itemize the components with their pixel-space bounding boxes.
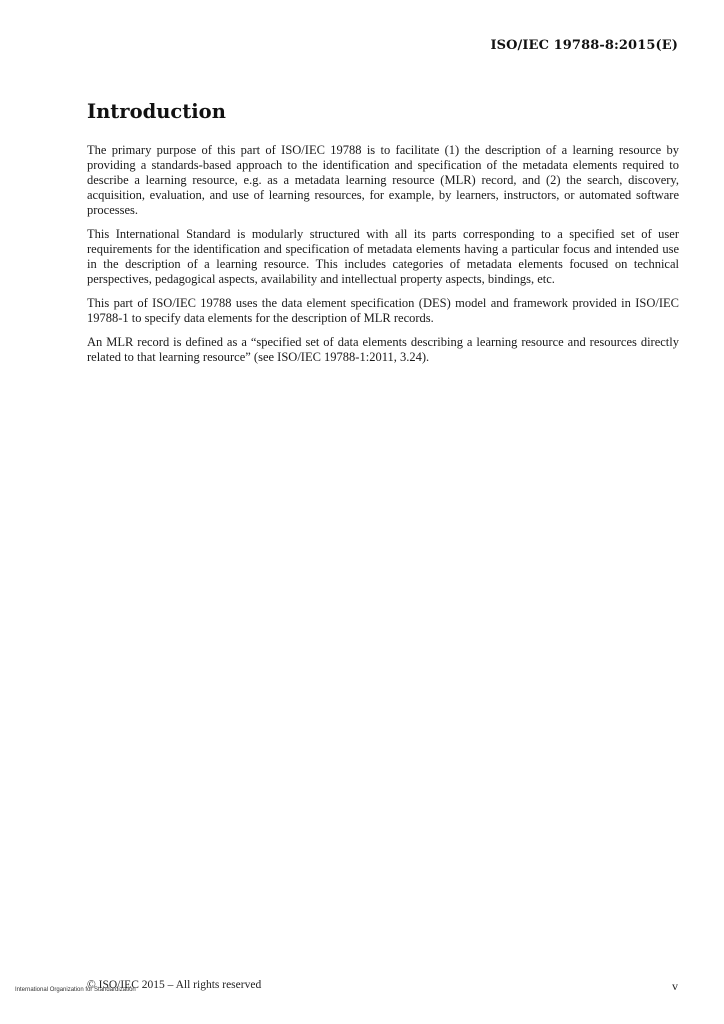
paragraph-mlr-definition: An MLR record is defined as a “specified set of data elements describing a learning resource and resources directly related to that learning resource” (see ISO/IEC 19788-1:2011, 3.24). <box>87 335 679 364</box>
page-number: v <box>672 979 678 993</box>
footer-copyright: © ISO/IEC 2015 – All rights reserved <box>87 979 262 991</box>
page-title: Introduction <box>87 100 226 123</box>
body-text <box>87 143 679 374</box>
paragraph-purpose: The primary purpose of this part of ISO/IEC 19788 is to facilitate (1) the description of a learning resource by providing a standards-based approach to the identification and specification of the metadata elements required to describe a learning resource, e.g. as a metadata learning resource (MLR) record, and (2) the search, discovery, acquisition, evaluation, and use of learning resources, for example, by learners, instructors, or automated software processes. <box>87 143 679 217</box>
footer-organization-watermark: International Organization for Standardization <box>15 987 136 993</box>
document-header-id: ISO/IEC 19788-8:2015(E) <box>490 38 678 53</box>
paragraph-des-model: This part of ISO/IEC 19788 uses the data element specification (DES) model and framework provided in ISO/IEC 19788-1 to specify data elements for the description of MLR records. <box>87 296 679 325</box>
paragraph-structure: This International Standard is modularly structured with all its parts corresponding to a specified set of user requirements for the identification and specification of metadata elements having a particular focus and intended use in the description of a learning resource. This includes categories of metadata elements focused on technical perspectives, pedagogical aspects, availability and intellectual property aspects, bindings, etc. <box>87 227 679 286</box>
